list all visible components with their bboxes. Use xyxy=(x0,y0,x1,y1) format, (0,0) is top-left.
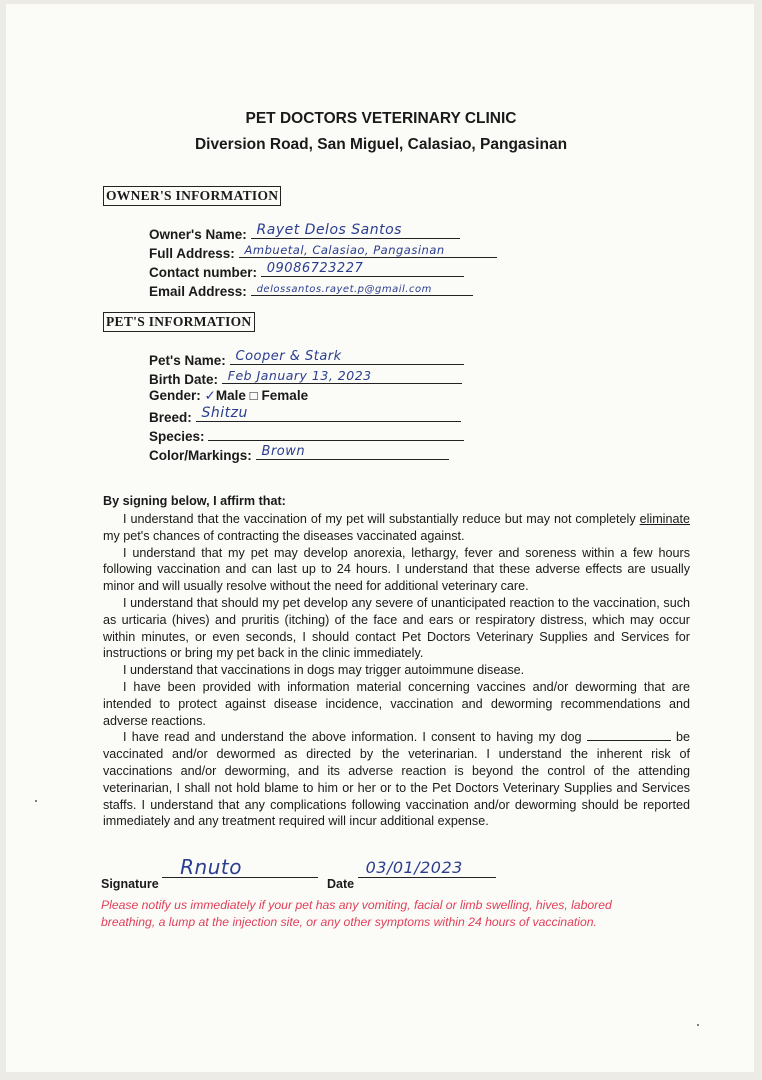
post-vaccination-notice: Please notify us immediately if your pet has any vomiting, facial or limb swelling, hives, labored breathing, a lump at the injection site, or any other symptoms within 24 hours of vaccination. xyxy=(101,898,612,929)
pet-color-value: Brown xyxy=(261,444,306,459)
owner-address-label: Full Address: xyxy=(149,246,235,261)
pet-breed-field[interactable] xyxy=(196,407,461,422)
pet-species-row xyxy=(149,426,464,444)
pet-name-label: Pet's Name: xyxy=(149,353,226,368)
owner-contact-field[interactable] xyxy=(261,262,464,277)
clinic-name: PET DOCTORS VETERINARY CLINIC xyxy=(245,110,517,127)
pet-gender-label: Gender: xyxy=(149,388,201,403)
owner-address-field[interactable] xyxy=(239,243,497,258)
consent-paragraph: I have been provided with information material concerning vaccines and/or deworming that are intended to protect against disease incidence, vaccination and deworming recommendations and adverse reactions. xyxy=(103,679,690,728)
owner-name-value: Rayet Delos Santos xyxy=(256,222,402,238)
owner-address-row xyxy=(149,243,497,261)
pet-birth-label: Birth Date: xyxy=(149,372,219,387)
owner-section-heading: OWNER'S INFORMATION xyxy=(103,186,281,206)
scan-speck xyxy=(697,1024,699,1026)
consent-paragraph: I understand that my pet may develop anorexia, lethargy, fever and soreness within a few hours following vaccination and can last up to 24 hours. I understand that these adverse effects are usually minor and will usually resolve without the need for additional veterinary care. xyxy=(103,545,690,594)
pet-gender-row xyxy=(149,388,308,404)
consent-paragraph xyxy=(103,511,690,545)
consent-p6-text: I have read and understand the above information. I consent to having my dog xyxy=(123,730,587,745)
consent-p1-text: I understand that the vaccination of my pet will substantially reduce but may not completely xyxy=(123,512,640,526)
pet-section-heading: PET'S INFORMATION xyxy=(103,312,255,332)
gender-male-checkbox[interactable]: ✓ xyxy=(204,388,216,403)
signature-label: Signature xyxy=(101,877,159,891)
pet-birth-row xyxy=(149,369,462,387)
pet-species-field[interactable] xyxy=(208,426,464,441)
consent-paragraph: I understand that vaccinations in dogs may trigger autoimmune disease. xyxy=(123,663,525,678)
signature-value: Rnuto xyxy=(180,855,242,879)
owner-email-row xyxy=(149,281,473,299)
owner-contact-label: Contact number: xyxy=(149,265,257,280)
consent-p6-text-end: be vaccinated and/or dewormed as directed by the veterinarian. I understand the inherent risk of vaccinations and/or deworming, and its adverse reaction is beyond the control of the attending veterinarian, I shall not hold blame to him or her or to the Pet Doctors Veterinary Supplies and Services staffs. I understand that any complications following vaccination and/or deworming should be reported immediately and any treatment required will incur additional expense. xyxy=(103,730,690,829)
scan-speck xyxy=(35,800,37,802)
consent-p1-text-end: my pet's chances of contracting the diseases vaccinated against. xyxy=(103,528,465,543)
date-value: 03/01/2023 xyxy=(365,858,463,877)
date-row xyxy=(327,855,496,891)
consent-heading: By signing below, I affirm that: xyxy=(103,494,286,508)
pet-birth-field[interactable] xyxy=(222,369,462,384)
gender-female-checkbox[interactable]: □ xyxy=(249,388,258,403)
date-field[interactable] xyxy=(358,855,496,878)
pet-breed-label: Breed: xyxy=(149,410,192,425)
owner-email-label: Email Address: xyxy=(149,284,247,299)
pet-birth-value: Feb January 13, 2023 xyxy=(227,368,372,383)
pet-color-label: Color/Markings: xyxy=(149,448,252,463)
signature-field[interactable] xyxy=(162,855,318,878)
gender-female-label: Female xyxy=(261,388,309,403)
owner-email-value: delossantos.rayet.p@gmail.com xyxy=(256,284,432,295)
pet-color-field[interactable] xyxy=(256,445,449,460)
pet-color-row xyxy=(149,445,449,463)
pet-name-row xyxy=(149,350,464,368)
consent-p1-underlined: eliminate xyxy=(639,512,690,526)
owner-contact-value: 09086723227 xyxy=(266,261,364,276)
dog-name-blank[interactable] xyxy=(587,729,671,741)
pet-name-value: Cooper & Stark xyxy=(235,349,342,364)
owner-name-field[interactable] xyxy=(251,224,460,239)
gender-male-label: Male xyxy=(215,388,246,403)
pet-name-field[interactable] xyxy=(230,350,464,365)
consent-paragraph xyxy=(103,729,690,830)
signature-row xyxy=(101,855,318,891)
pet-breed-row xyxy=(149,407,461,425)
pet-species-label: Species: xyxy=(149,429,205,444)
owner-address-value: Ambuetal, Calasiao, Pangasinan xyxy=(244,243,445,257)
date-label: Date xyxy=(327,877,355,891)
clinic-address: Diversion Road, San Miguel, Calasiao, Pangasinan xyxy=(194,136,568,153)
owner-email-field[interactable] xyxy=(251,281,473,296)
pet-breed-value: Shitzu xyxy=(201,405,248,421)
owner-name-row xyxy=(149,224,460,242)
owner-name-label: Owner's Name: xyxy=(149,227,247,242)
owner-contact-row xyxy=(149,262,464,280)
consent-text xyxy=(103,511,690,830)
consent-paragraph: I understand that should my pet develop any severe of unanticipated reaction to the vaccination, such as urticaria (hives) and pruritis (itching) of the face and ears or respiratory distress, which may occur within minutes, or even seconds, I should contact Pet Doctors Veterinary Supplies and Services for instructions or bring my pet back in the clinic immediately. xyxy=(103,595,690,661)
